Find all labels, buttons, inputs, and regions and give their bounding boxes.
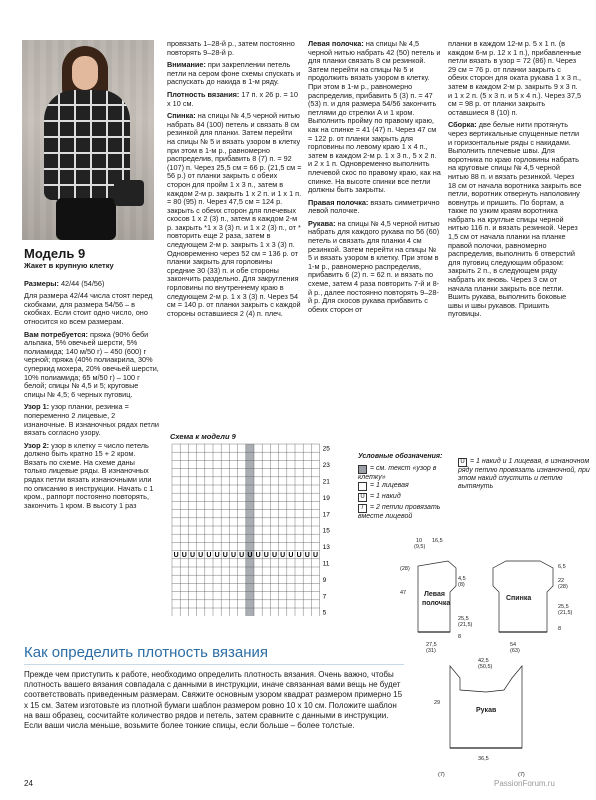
site-watermark: PassionForum.ru [494,779,555,788]
row-number: 13 [322,544,330,552]
left-front-label-2: полочка [422,600,451,607]
yarn-over-mark: U [189,552,196,560]
dim-label: 27,5 [426,642,437,648]
column-2 [167,40,302,322]
yo-knit-icon: U [458,458,467,467]
section-divider [24,664,404,665]
model-photo [22,40,154,240]
yarn-over-mark: U [288,552,294,560]
legend-item-yo-knit: U = 1 накид и 1 лицевая, в изнаночном ряду петлю провязать изнаночной, при этом накид спустить и петлю вытянуть [458,458,590,490]
page-number: 24 [24,779,33,788]
dim-label: 25,5 [458,616,469,622]
dim-label: (31) [426,648,436,654]
row-number: 25 [322,445,330,453]
sleeve-label: Рукав [476,707,497,714]
attention-para: Внимание: при закреплении петель петли на сером фоне схемы спускать и распускать до накида в 1-м ряду. [167,60,301,87]
row-number: 7 [322,593,327,601]
left-front-label: Левая [424,591,445,598]
garment-schematic [398,528,594,790]
legend-title: Условные обозначения: [358,453,443,460]
stitch-chart [168,440,358,616]
section-text: Прежде чем приступить к работе, необходимо определить плотность вязания. Очень важно, чтобы плотность вашего вязания совпадала с данными в инструкции, иначе связанная вами вещь не будет соответствовать приведенным размерам. Свяжите основным узором квадрат размером примерно 15 х 15 см. Затем изготовьте из плотной бумаги шаблон размером ровно 10 х 10 см. Положите шаблон на ваш образец, сосчитайте количество рядов и петель, затем сравните с данными в инструкции. Если ваши числа меньше, возьмите более тонкие спицы, если больше – более толстые. [24,670,403,731]
column-1 [24,246,159,514]
yarn-over-mark: U [173,552,179,560]
left-front-para: Левая полочка: на спицы № 4,5 черной нитью набрать 42 (50) петель и для планки связать 8 см резинкой. Затем перейти на спицы № 5 и продолжить вязать узором в клетку. При этом в 1-м р., равномерно распределив, прибавить 5 (3) п. = 47 (53) п. и для размера 54/56 закончить петлями до стрелки А и 1 кром. Выполнить пройму по правому краю, как на спинке = 41 (47) п. Через 47 см = 122 р. от планки закрыть для горловины по левому краю 1 х 4 п., затем в каждом 2-м р. 1 х 3 п., 5 х 2 п. и 2 х 1 п. Одновременно выполнить плечевой скос по правому краю, как на спинке. На высоте спинки все петли должны быть закрыты. [308,39,441,195]
dim-label: (9,5) [414,544,426,550]
yarn-over-mark: U [304,552,310,560]
dim-label: 36,5 [478,756,489,762]
yarn-over-mark: U [263,552,269,560]
sizes-para: Размеры: 42/44 (54/56) [24,278,105,288]
dim-label: (28) [558,584,568,590]
column-4 [448,40,582,323]
legend-item-knit: = 1 лицевая [358,482,409,491]
grey-square-icon [358,465,367,474]
dim-label: 42,5 [478,658,489,664]
col4-cont: планки в каждом 12-м р. 5 х 1 п. (в каждом 6-м р. 12 х 1 п.), прибавленные петли вязать в узор = 72 (86) п. Через 29 см = 76 р. от планки закрыть с обеих сторон для оката рукава 1 х 3 п., затем в каждом 2-м р. закрыть 9 х 3 п. и 1 х 2 п. (5 х 3 п. и 5 х 4 п.). Через 37,5 см = 98 р. от планки закрыть оставшиеся 8 (10) п. [448,39,582,117]
dim-label: 54 [510,642,517,648]
dim-label: 22 [558,578,565,584]
pattern1-para: Узор 1: узор планки, резинка = попеременно 2 лицевые, 2 изнаночные. В изнаночных рядах петли вязать согласно узору. [24,402,159,438]
yarn-over-mark: U [296,552,302,560]
back-para: Спинка: на спицы № 4,5 черной нитью набрать 84 (100) петель и связать 8 см резинкой для планки. Затем перейти на спицы № 5 и вязать узором в клетку при этом в 1-м р., равномерно распределив, прибавить 8 (7) п. = 92 (107) п. Через 25,5 см = 66 р. (21,5 см = 56 р.) от планки закрыть с обеих сторон для пройм 1 х 3 п., затем в каждом 2-м р. закрыть 1 х 2 п. и 1 х 1 п. = 80 (95) п. Через 47,5 см = 124 р. закрыть с обеих сторон для плечевых скосов 1 х 2 (3) п., затем в каждом 2-м р. закрыть *1 х 3 (3) п. и 1 х 2 (3) п., от * повторить еще 2 раза, затем в следующем 2-м р. закрыть 1 х 3 (3) п. Одновременно через 52 см = 136 р. от планки закрыть для горловины средние 30 (33) п. и обе стороны закончить раздельно. Для закругления горловины по внутреннему краю в следующем 2-м р. 1 х 3 (3) п. Через 54 см = 140 р. от планки закрыть с каждой стороны оставшиеся 2 (4) п. плеч. [167,111,302,318]
column-3 [308,40,441,318]
legend-item-k2tog: / = 2 петли провязать вместе лицевой [358,504,441,520]
row-number: 15 [322,527,330,535]
model-title: Модель 9 [24,246,86,261]
row-number: 11 [322,560,330,568]
empty-square-icon [358,482,367,491]
yarn-over-mark: U [280,552,286,560]
model-subtitle: Жакет в крупную клетку [24,261,114,270]
row-number: 23 [322,462,330,470]
yarn-over-mark: U [247,552,253,560]
materials-para: Вам потребуется: пряжа (90% беби альпака, 5% овечьей шерсти, 5% полиамида; 140 м/50 г) – 450 (600) г черной; пряжа (40% полиакрила, 30% суперкид мохера, 20% овечьей шерсти, 10% полиамида; 65 м/50 г) – 100 г белой; спицы № 4,5 и 5; круговые спицы № 4,5; 6 черных пуговиц. [24,329,159,399]
row-number: 17 [322,511,330,519]
chart-title: Схема к модели 9 [170,432,236,441]
dim-label: (7) [518,772,525,778]
dim-label: (28) [400,566,410,572]
legend-item-yo: U = 1 накид [358,493,401,502]
yarn-over-mark: U [255,552,261,560]
dim-label: 4,5 [458,576,466,582]
dim-label: (50,5) [478,664,493,670]
dim-label: (8) [458,582,465,588]
yarn-over-mark: U [214,552,220,560]
row-number: 21 [322,478,330,486]
section-title: Как определить плотность вязания [24,644,269,661]
yarn-over-mark: U [239,552,245,560]
yarn-over-mark: U [206,552,212,560]
pattern2-para: Узор 2: узор в клетку = число петель должно быть кратно 15 + 2 кром. Вязать по схеме. На схеме даны только лицевые ряды. В изнаночных рядах петли вязать изнаночными или по описанию в инструкции. Начать с 1 кром., раппорт постоянно повторять, закончить 1 кром. В высоту 1 раз [24,440,154,510]
right-front-para: Правая полочка: вязать симметрично левой полочке. [308,197,440,216]
col2-cont: провязать 1–28-й р., затем постоянно повторять 9–28-й р. [167,39,295,57]
dim-label: 8 [558,626,562,632]
dim-label: (63) [510,648,520,654]
yarn-over-mark: U [271,552,278,560]
grey-column [246,444,254,616]
dim-label: 16,5 [432,538,443,544]
legend-item-pattern: = см. текст «узор в клетку» [358,465,437,481]
dim-label: (21,5) [558,610,573,616]
dim-label: 47 [400,590,407,596]
dim-label: 10 [416,538,423,544]
dim-label: (21,5) [458,622,473,628]
yarn-over-mark: U [230,552,237,560]
dim-label: 29 [434,700,441,706]
row-number: 5 [322,609,327,616]
row-number: 19 [322,494,330,502]
back-label: Спинка [506,595,532,602]
dim-label: (7) [438,772,445,778]
dim-label: 25,5 [558,604,569,610]
k2tog-icon: / [358,504,367,513]
yarn-over-icon: U [358,493,367,502]
dim-label: 8 [458,634,462,640]
dim-label: 6,5 [558,564,566,570]
row-number: 9 [322,576,327,584]
yarn-over-mark: U [222,552,228,560]
sizes-note: Для размера 42/44 числа стоят перед скобками, для размера 54/56 – в скобках. Если стоит одно число, оно относится ко всем размерам. [24,291,153,326]
yarn-over-mark: U [198,552,204,560]
sleeves-para: Рукава: на спицы № 4,5 черной нитью набрать для каждого рукава по 56 (60) петель и связать для планки 4 см резинкой. Затем перейти на спицы № 5 и вязать узором в клетку. При этом в 1-м р., равномерно распределив, прибавить 6 (2) п. = 62 п. и вязать по схеме, затем 4 раза повторить 7-й и 8-й р., далее постоянно повторять 9–28-й р. Для скосов рукава прибавить с обеих сторон от [308,218,440,314]
density-para: Плотность вязания: 17 п. х 26 р. = 10 х 10 см. [167,89,298,108]
yarn-over-mark: U [181,552,187,560]
assembly-para: Сборка: две белые нити протянуть через вертикальные спущенные петли и горизонтальные ряды с накидами. Выполнить плечевые швы. Для воротника по краю горловины набрать на круговые спицы № 4,5 черной нитью 88 п. и вязать резинкой. Через 18 см от начала воротника закрыть все петли, воротник отвернуть наполовину вовнутрь и пришить. По бортам, а также по узким краям воротника набрать на круглые спицы черной нитью 116 п. и вязать резинкой. Через 1,5 см от начала планки на планке правой полочки, равномерно распределив, выполнить 6 отверстий для пуговиц следующим образом: закрыть 2 п., в следующем ряду набрать их вновь. Через 3 см от начала планки закрыть все петли. Вшить рукава, выполнить боковые швы и швы рукавов. Пришить пуговицы. [448,120,582,319]
yarn-over-mark: U [312,552,319,560]
